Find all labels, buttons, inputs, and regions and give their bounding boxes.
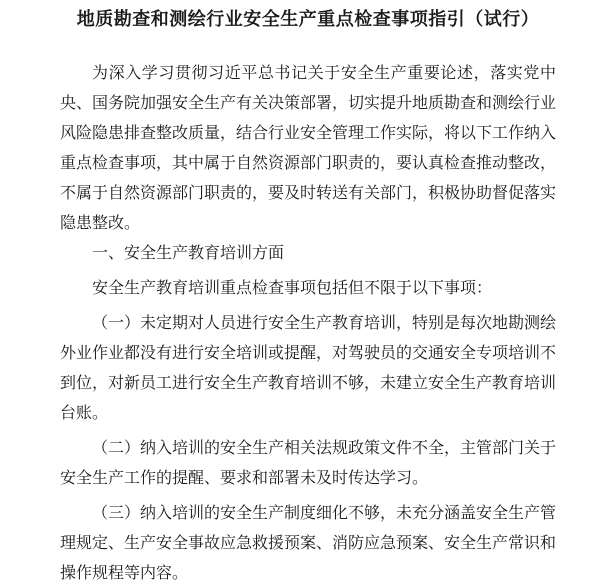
list-item: （三）纳入培训的安全生产制度细化不够，未充分涵盖安全生产管理规定、生产安全事故应急救援预案、消防应急预案、安全生产常识和操作规程等内容。 <box>60 503 557 582</box>
intro-paragraph: 为深入学习贯彻习近平总书记关于安全生产重要论述，落实党中央、国务院加强安全生产有关决策部署，切实提升地质勘查和测绘行业风险隐患排查整改质量，结合行业安全管理工作实际，将以下工作纳入重点检查事项，其中属于自然资源部门职责的，要认真检查推动整改，不属于自然资源部门职责的，要及时转送有关部门，积极协助督促落实隐患整改。 <box>60 63 557 232</box>
list-item: （二）纳入培训的安全生产相关法规政策文件不全，主管部门关于安全生产工作的提醒、要求和部署未及时传达学习。 <box>60 438 557 487</box>
list-item: （一）未定期对人员进行安全生产教育培训，特别是每次地勘测绘外业作业都没有进行安全培训或提醒，对驾驶员的交通安全专项培训不到位，对新员工进行安全生产教育培训不够，未建立安全生产教育培训台账。 <box>60 313 557 422</box>
document-title: 地质勘查和测绘行业安全生产重点检查事项指引（试行） <box>76 9 540 30</box>
section-lead-paragraph: 安全生产教育培训重点检查事项包括但不限于以下事项： <box>92 278 493 297</box>
section-heading-safety-training: 一、安全生产教育培训方面 <box>92 243 285 262</box>
